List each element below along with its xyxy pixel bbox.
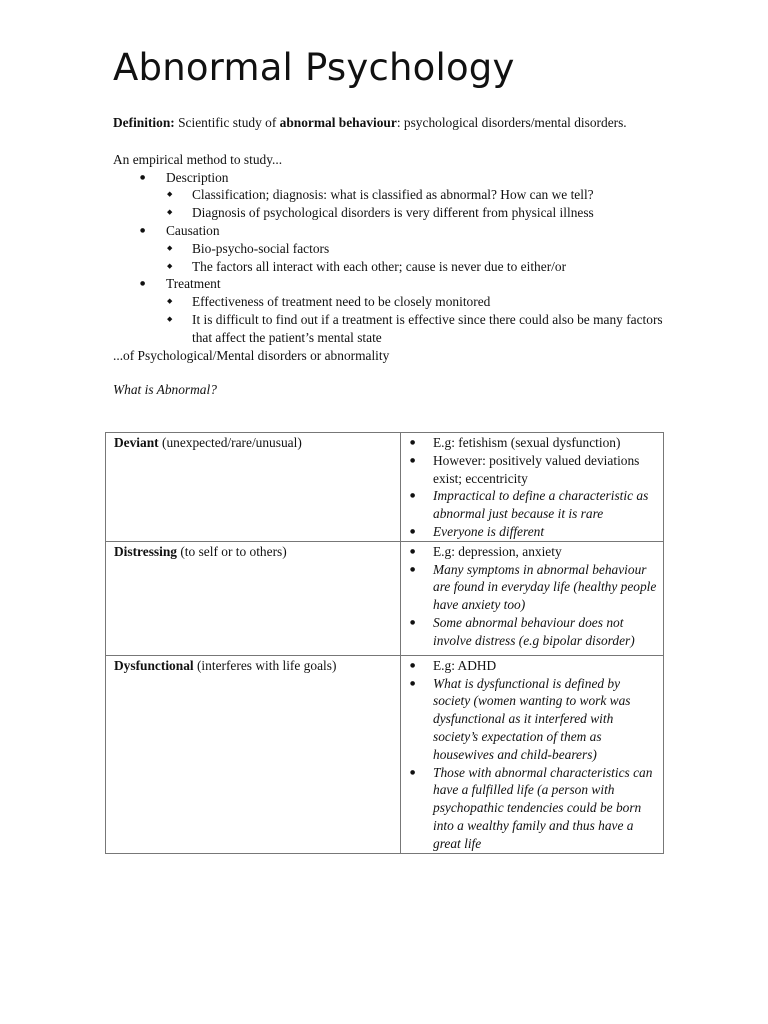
list-item: ● E.g: depression, anxiety [407,543,657,561]
criterion-term: Distressing [114,543,177,559]
criterion-desc: (to self or to others) [177,543,287,559]
list-item: ◆ The factors all interact with each other; cause is never due to either/or [166,258,673,276]
criterion-points-cell [401,433,664,542]
list-item: ◆ Classification; diagnosis: what is classified as abnormal? How can we tell? [166,186,673,204]
method-label: Description [166,169,229,185]
page-title: Abnormal Psychology [113,46,515,89]
list-item: ◆ Bio-psycho-social factors [166,240,673,258]
criterion-points [407,657,657,853]
list-item: ● E.g: ADHD [407,657,657,675]
criteria-table [105,432,664,854]
criterion-points [407,543,657,650]
intro-text: An empirical method to study... [113,151,283,167]
list-item [113,275,673,346]
table-row [106,541,664,655]
list-item: ● Some abnormal behaviour does not involve distress (e.g bipolar disorder) [407,614,657,650]
sub-list [166,186,673,222]
criterion-term: Deviant [114,435,159,450]
method-label: Treatment [166,276,221,292]
definition-text-before: Scientific study of [174,115,280,130]
list-item: ● However: positively valued deviations exist; eccentricity [407,452,657,488]
list-item: ● E.g: fetishism (sexual dysfunction) [407,434,657,452]
methods-list [113,169,673,347]
table-row [106,433,664,542]
criterion-points [407,434,657,541]
criterion-cell [106,541,401,655]
criterion-cell [106,433,401,542]
criterion-points-cell [401,655,664,853]
list-item [113,169,673,222]
table-row [106,655,664,853]
criterion-cell [106,655,401,853]
list-item: ◆ It is difficult to find out if a treatment is effective since there could also be many factors that affect the patient’s mental state [166,311,673,347]
list-item: ● What is dysfunctional is defined by society (women wanting to work was dysfunctional as it interfered with society’s expectation of them as housewives and child-bearers) [407,675,657,764]
sub-list [166,240,673,276]
definition-label: Definition: [113,115,175,130]
document-body [113,44,673,399]
criterion-points-cell [401,541,664,655]
definition-paragraph [113,114,673,132]
criterion-desc: (unexpected/rare/unusual) [158,435,302,450]
criterion-desc: (interferes with life goals) [193,657,337,673]
sub-list [166,293,673,346]
list-item: ● Many symptoms in abnormal behaviour are found in everyday life (healthy people have anxiety too) [407,561,657,614]
list-item: ● Impractical to define a characteristic as abnormal just because it is rare [407,487,657,523]
method-label: Causation [166,222,220,238]
criterion-term: Dysfunctional [114,657,194,673]
definition-text-after: : psychological disorders/mental disorders. [396,115,627,130]
section-question: What is Abnormal? [113,382,217,398]
outro-text: ...of Psychological/Mental disorders or abnormality [113,347,390,363]
list-item: ● Everyone is different [407,523,657,541]
list-item [113,222,673,275]
list-item: ◆ Effectiveness of treatment need to be closely monitored [166,293,673,311]
list-item: ◆ Diagnosis of psychological disorders is very different from physical illness [166,204,673,222]
definition-term: abnormal behaviour [279,115,397,130]
list-item: ● Those with abnormal characteristics can have a fulfilled life (a person with psychopathic tendencies could be born into a wealthy family and thus have a great life [407,764,657,853]
